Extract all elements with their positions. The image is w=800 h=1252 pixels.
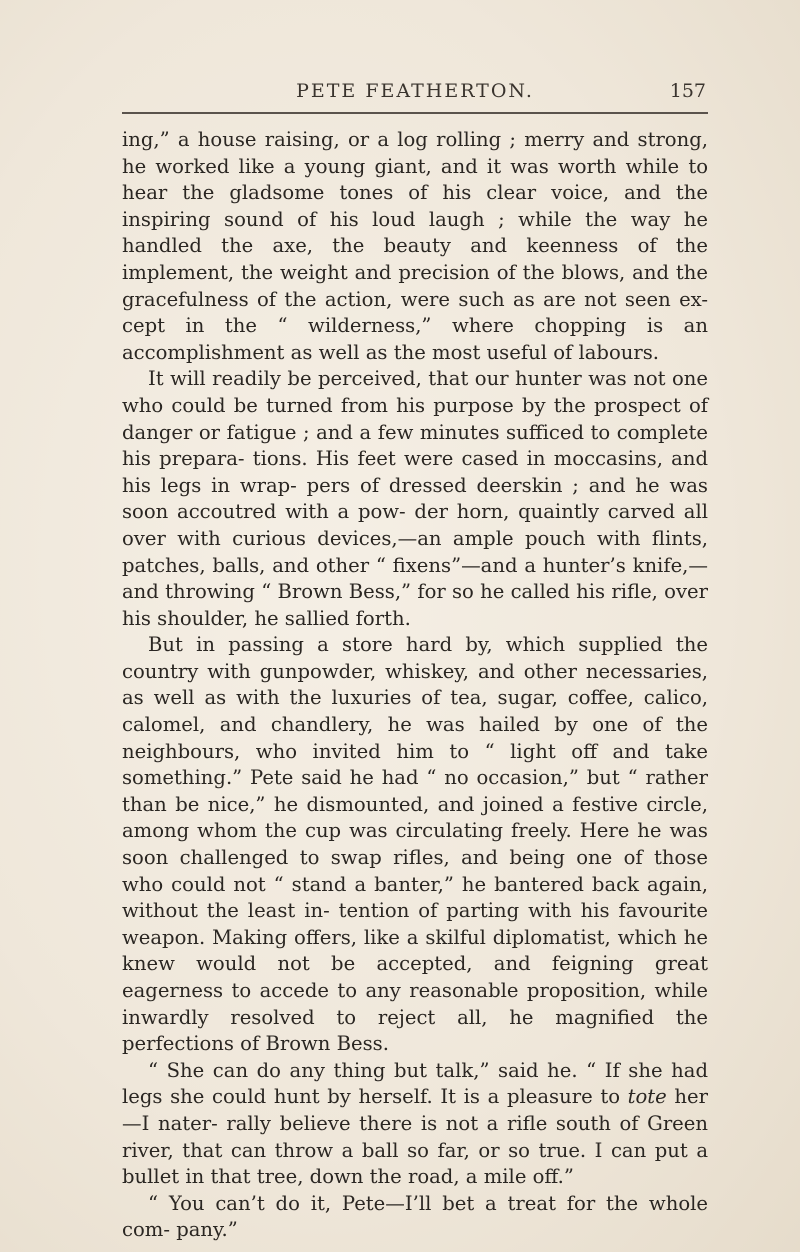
paragraph-4-italic: tote <box>627 1085 667 1109</box>
page-number: 157 <box>669 80 706 102</box>
paragraph-4-after: her—I nater- rally believe there is not a rifle south of Green river, that can throw a ball so far, or so true. I can put a bullet in that tree, down the road, a mile off.” <box>122 1085 709 1189</box>
running-title: PETE FEATHERTON. <box>296 80 534 102</box>
paragraph-3: But in passing a store hard by, which supplied the country with gunpowder, whiskey, and other necessaries, as well as with the luxuries of tea, sugar, coffee, calico, calomel, and chandlery, he was hailed by one of the neighbours, who invited him to “ light off and take something.” Pete said he had “ no occasion,” but “ rather than be nice,” he dismounted, and joined a festive circle, among whom the cup was circulating freely. Here he was soon challenged to swap rifles, and being one of those who could not “ stand a banter,” he bantered back again, without the least in- tention of parting with his favourite weapon. Making offers, like a skilful diplomatist, which he knew would not be accepted, and feigning great eagerness to accede to any reasonable proposition, while inwardly resolved to reject all, he magnified the perfections of Brown Bess. <box>122 633 708 1056</box>
body-text <box>122 127 708 1244</box>
paragraph-4 <box>122 1058 708 1191</box>
page-header <box>122 78 708 114</box>
paragraph-4-before: “ She can do any thing but talk,” said he. “ If she had legs she could hunt by herself. It is a pleasure to <box>122 1058 708 1109</box>
paragraph-2: It will readily be perceived, that our hunter was not one who could be turned from his purpose by the prospect of danger or fatigue ; and a few minutes sufficed to complete his prepara- tions. His feet were cased in moccasins, and his legs in wrap- pers of dressed deerskin ; and he was soon accoutred with a pow- der horn, quaintly carved all over with curious devices,—an ample pouch with flints, patches, balls, and other “ fixens”—and a hunter’s knife,—and throwing “ Brown Bess,” for so he called his rifle, over his shoulder, he sallied forth. <box>122 367 708 630</box>
paragraph-5: “ You can’t do it, Pete—I’ll bet a treat for the whole com- pany.” <box>122 1191 708 1242</box>
paragraph-1: ing,” a house raising, or a log rolling ; merry and strong, he worked like a young giant, and it was worth while to hear the gladsome tones of his clear voice, and the inspiring sound of his loud laugh ; while the way he handled the axe, the beauty and keenness of the implement, the weight and precision of the blows, and the gracefulness of the action, were such as are not seen ex- cept in the “ wilderness,” where chopping is an accomplishment as well as the most useful of labours. <box>122 128 708 364</box>
